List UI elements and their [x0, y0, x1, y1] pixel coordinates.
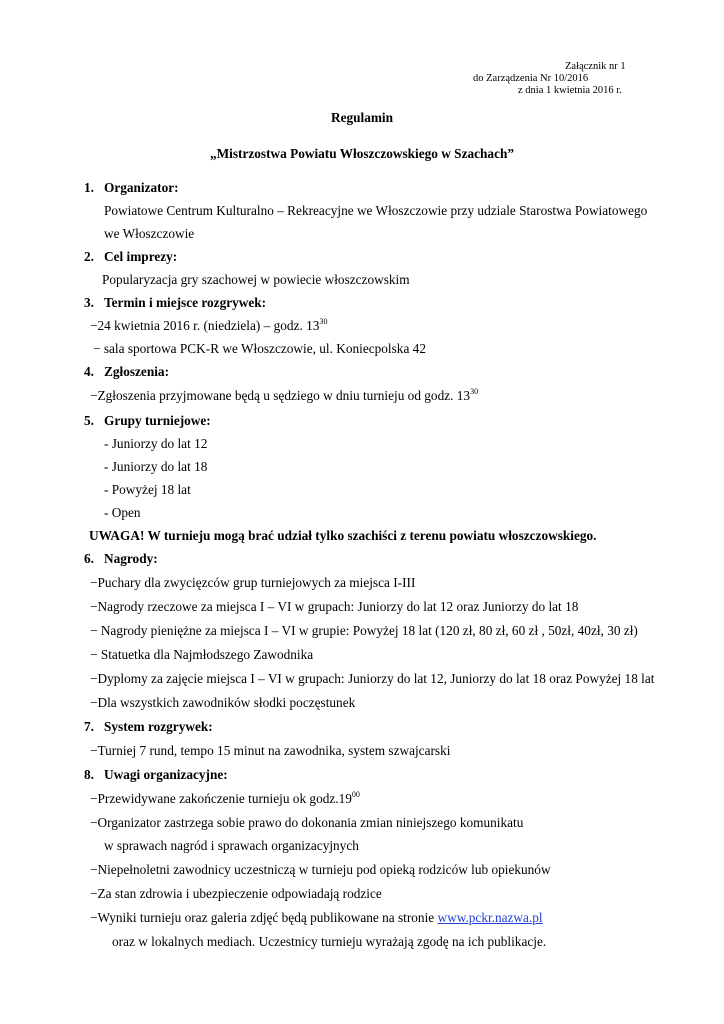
prize-item: − Nagrody pieniężne za miejsca I – VI w grupie: Powyżej 18 lat (120 zł, 80 zł, 60 zł , 50zł, 40zł, 30 zł) [90, 623, 638, 638]
venue-place: − sala sportowa PCK-R we Włoszczowie, ul. Koniecpolska 42 [93, 341, 426, 356]
section-heading: Cel imprezy: [104, 249, 178, 264]
group-item: - Juniorzy do lat 18 [104, 459, 208, 474]
prize-item: − Statuetka dla Najmłodszego Zawodnika [90, 647, 314, 662]
section-heading: Organizator: [104, 180, 179, 195]
note-item: −Przewidywane zakończenie turnieju ok $godz.19^{00}$ [90, 790, 360, 806]
note-item: −Niepełnoletni zawodnicy uczestniczą w turnieju pod opieką rodziców lub opiekunów [90, 862, 551, 877]
section-number: 1. [84, 180, 94, 195]
annex-line-2: do Zarządzenia Nr 10/2016 [473, 73, 589, 84]
note-item: −Za stan zdrowia i ubezpieczenie odpowiadają rodzice [90, 886, 382, 901]
goal-text: Popularyzacja gry szachowej w powiecie włoszczowskim [102, 272, 410, 287]
section-number: 4. [84, 364, 94, 379]
group-item: - Open [104, 505, 141, 520]
section-heading: Termin i miejsce rozgrywek: [104, 295, 267, 310]
annex-line-1: Załącznik nr 1 [565, 61, 626, 72]
organizer-text-1: Powiatowe Centrum Kulturalno – Rekreacyjne we Włoszczowie przy udziale Starostwa Powiatowego [104, 203, 648, 218]
section-heading: Grupy turniejowe: [104, 413, 211, 428]
note-item: −Wyniki turnieju oraz galeria zdjęć będą publikowane na stronie www.pckr.nazwa.pl [90, 910, 543, 925]
section-number: 8. [84, 767, 94, 782]
section-heading: Uwagi organizacyjne: [104, 767, 228, 782]
note-item-continued: w sprawach nagród i sprawach organizacyjnych [104, 838, 359, 853]
venue-date: −24 kwietnia 2016 r. (niedziela) – godz. $13^{30}$ [90, 317, 328, 333]
organizer-text-2: we Włoszczowie [104, 226, 195, 241]
group-item: - Juniorzy do lat 12 [104, 436, 208, 451]
section-number: 5. [84, 413, 94, 428]
system-text: −Turniej 7 rund, tempo 15 minut na zawodnika, system szwajcarski [90, 743, 451, 758]
section-number: 3. [84, 295, 94, 310]
prize-item: −Dyplomy za zajęcie miejsca I – VI w grupach: Juniorzy do lat 12, Juniorzy do lat 18 oraz Powyżej 18 lat [90, 671, 655, 686]
section-number: 2. [84, 249, 94, 264]
note-item: −Organizator zastrzega sobie prawo do dokonania zmian niniejszego komunikatu [90, 815, 524, 830]
section-number: 6. [84, 551, 94, 566]
page-subtitle: „Mistrzostwa Powiatu Włoszczowskiego w Szachach” [209, 146, 515, 161]
page-title: Regulamin [330, 110, 394, 125]
annex-line-3: z dnia 1 kwietnia 2016 r. [518, 85, 622, 96]
note-item-continued: oraz w lokalnych mediach. Uczestnicy turnieju wyrażają zgodę na ich publikacje. [112, 934, 547, 949]
prize-item: −Nagrody rzeczowe za miejsca I – VI w grupach: Juniorzy do lat 12 oraz Juniorzy do lat 18 [90, 599, 579, 614]
warning-note: UWAGA! W turnieju mogą brać udział tylko szachiści z terenu powiatu włoszczowskiego. [89, 528, 597, 543]
section-heading: Nagrody: [104, 551, 158, 566]
section-heading: Zgłoszenia: [104, 364, 170, 379]
section-heading: System rozgrywek: [104, 719, 213, 734]
prize-item: −Dla wszystkich zawodników słodki poczęstunek [90, 695, 356, 710]
section-number: 7. [84, 719, 94, 734]
entries-text: −Zgłoszenia przyjmowane będą u sędziego w dniu turnieju od godz. $13^{30}$ [90, 387, 479, 403]
prize-item: −Puchary dla zwycięzców grup turniejowych za miejsca I-III [90, 575, 416, 590]
website-link[interactable]: www.pckr.nazwa.pl [437, 910, 543, 925]
group-item: - Powyżej 18 lat [104, 482, 191, 497]
